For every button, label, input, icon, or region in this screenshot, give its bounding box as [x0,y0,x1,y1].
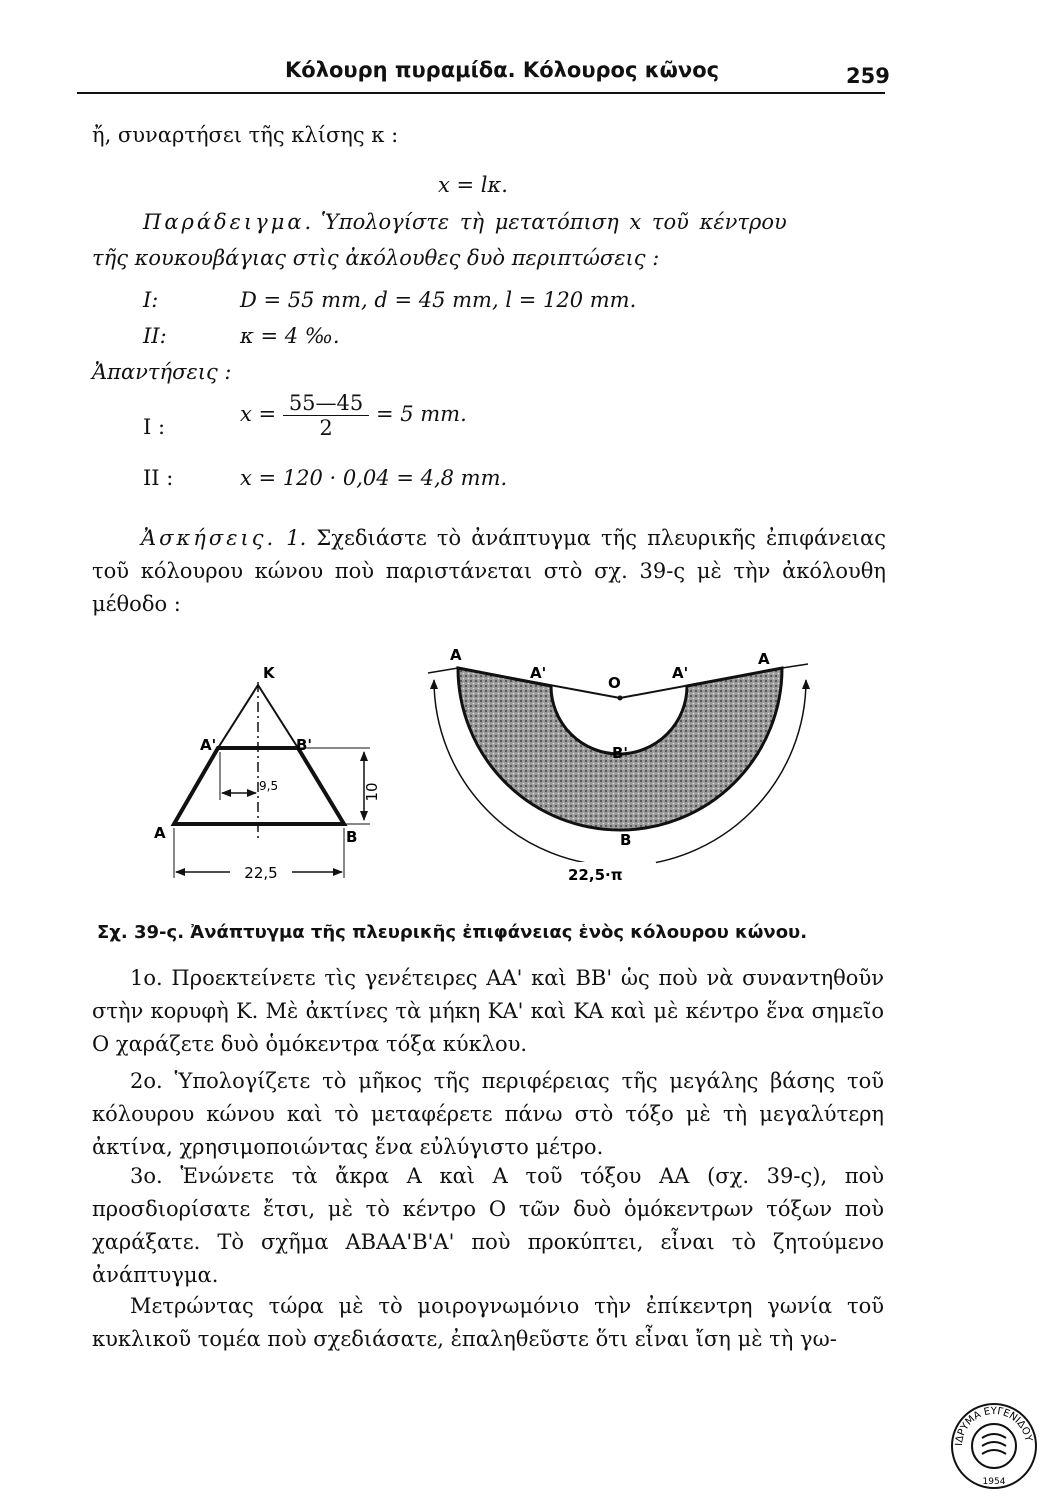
step-3: 3ο. Ἑνώνετε τὰ ἄκρα A καὶ A τοῦ τόξου AA (σχ. 39-ς), ποὺ προσδιορίσατε ἔτσι, μὲ τὸ κέντρο O τῶν δυὸ ὁμόκεντρων τόξων ποὺ χαράξατε. Τὸ σχῆμα ABAA'B'A' ποὺ προκύπτει, εἶναι τὸ ζητούμενο ἀνάπτυγμα. [92,1164,884,1287]
label-dim-base: 22,5 [244,864,278,882]
ans1-denominator: 2 [319,416,333,440]
answers-label: Ἀπαντήσεις : [92,360,232,384]
exercises-label: Ἀσκήσεις. [141,526,277,550]
extension-line-left [218,685,258,748]
running-header: Κόλουρη πυραμίδα. Κόλουρος κῶνος [285,58,720,82]
seal-year: 1954 [982,1477,1006,1487]
seal-text: ΙΔΡΥΜΑ ΕΥΓΕΝΙΔΟΥ [953,1405,1034,1447]
label-apex-K: K [263,664,275,682]
intro-line: ἤ, συναρτήσει τῆς κλίσης κ : [92,123,399,147]
label-bottom-left: A [154,824,166,842]
case2-label: II: [143,324,167,348]
exercises-text: Σχεδιάστε τὸ ἀνάπτυγμα τῆς πλευρικῆς ἐπιφάνειας τοῦ κόλουρου κώνου ποὺ παριστάνεται στὸ σχ. 39-ς μὲ τὴν ἀκόλουθη μέθοδο : [92,526,886,616]
center-point-O [618,696,623,701]
label-B1: B' [612,744,629,762]
example-line-1 [143,210,787,234]
label-bottom-right: B [346,828,358,846]
example-line-2: τῆς κουκουβάγιας στὶς ἀκόλουθες δυὸ περιπτώσεις : [92,246,660,270]
extension-line-right [258,685,298,748]
seal-inner-ring [972,1424,1016,1468]
case2-value: κ = 4 ‰. [240,324,340,348]
step-2: 2ο. Ὑπολογίζετε τὸ μῆκος τῆς περιφέρειας τῆς μεγάλης βάσης τοῦ κόλουρου κώνου καὶ τὸ μεταφέρετε πάνω στὸ τόξο μὲ τὴ μεγαλύτερη ἀκτίνα, χρησιμοποιώντας ἕνα εὐλύγιστο μέτρο. [92,1069,884,1159]
ans1-expression [240,391,467,440]
case1-label: I: [143,288,159,312]
ans2-value: x = 120 · 0,04 = 4,8 mm. [240,466,508,490]
label-top-left: A' [200,736,217,754]
label-dim-height: 10 [363,782,381,802]
label-A1-right: A' [672,664,689,682]
label-B: B [620,831,632,849]
example-text-1: Ὑπολογίστε τὴ μετατόπιση x τοῦ κέντρου [320,210,787,234]
ans1-label: I : [143,415,166,439]
ans2-label: II : [143,466,174,490]
label-A1-left: A' [530,664,547,682]
label-dim-small: 9,5 [259,779,279,793]
development-figure [410,640,830,895]
exercises-paragraph [92,522,886,621]
case1-value: D = 55 mm, d = 45 mm, l = 120 mm. [240,288,637,312]
cone-section-figure [150,660,390,890]
page-number: 259 [846,64,890,88]
step-1: 1ο. Προεκτείνετε τὶς γενέτειρες AA' καὶ BB' ὡς ποὺ νὰ συναντηθοῦν στὴν κορυφὴ K. Μὲ ἀκτίνες τὰ μήκη KA' καὶ KA καὶ μὲ κέντρο ἕνα σημεῖο O χαράζετε δυὸ ὁμόκεντρα τόξα κύκλου. [92,966,884,1056]
header-rule [77,92,885,94]
ans1-lhs: x = [240,402,277,426]
tangent-ext-left [428,668,458,673]
label-O: O [608,674,621,692]
intro-formula: x = lκ. [438,173,508,197]
label-top-right: B' [296,736,313,754]
seal-emblem [982,1434,1006,1454]
label-A-right: A [758,650,770,668]
example-label: Παράδειγμα. [143,210,315,234]
ans1-numerator: 55—45 [283,391,369,416]
ans1-fraction [283,391,369,440]
tangent-ext-right [782,664,808,668]
exercises-number: 1. [286,526,307,550]
ans1-rhs: = 5 mm. [375,402,467,426]
final-paragraph: Μετρώντας τώρα μὲ τὸ μοιρογνωμόνιο τὴν ἐπίκεντρη γωνία τοῦ κυκλικοῦ τομέα ποὺ σχεδιάσατε, ἐπαληθεῦστε ὅτι εἶναι ἴση μὲ τὴ γω- [92,1294,884,1351]
label-A-left: A [450,646,462,664]
foundation-seal [948,1400,1040,1492]
figure-caption: Σχ. 39-ς. Ἀνάπτυγμα τῆς πλευρικῆς ἐπιφάνειας ἑνὸς κόλουρου κώνου. [97,922,808,943]
label-arc-length: 22,5·π [568,866,623,884]
